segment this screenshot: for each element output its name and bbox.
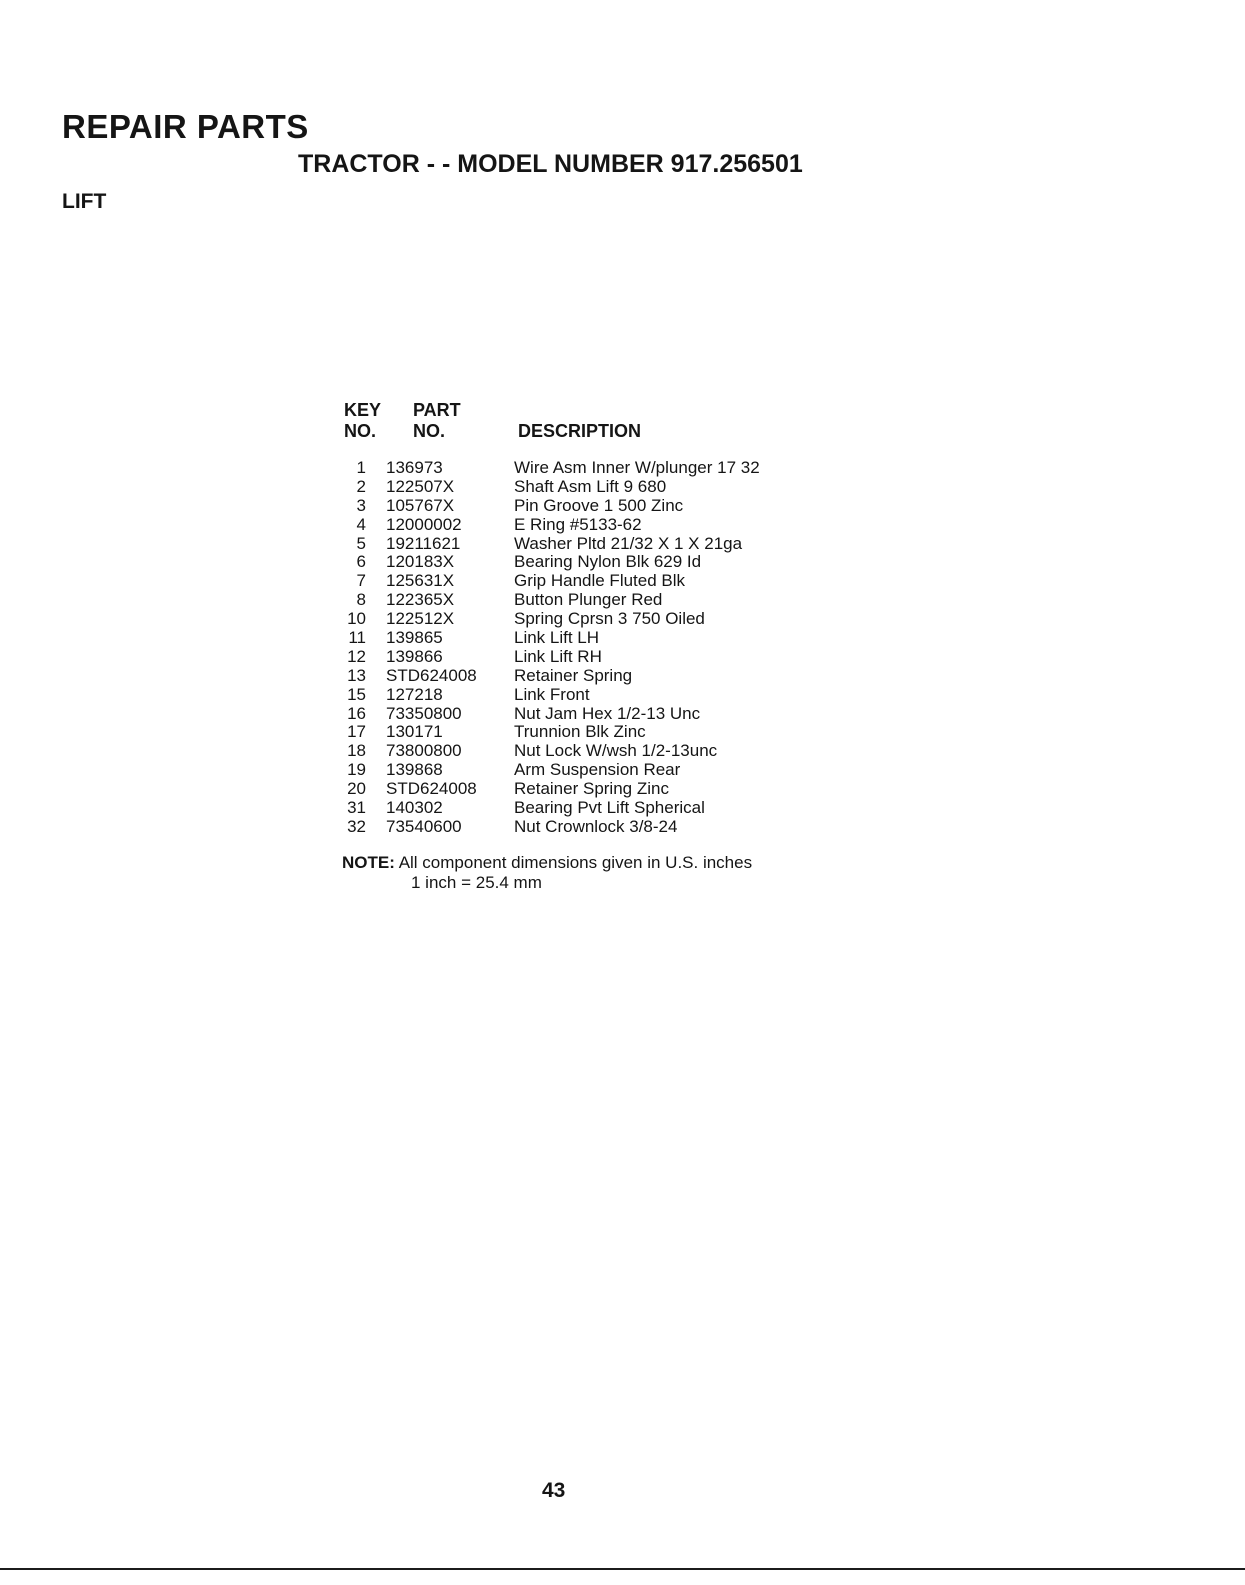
part-description: Nut Lock W/wsh 1/2-13unc bbox=[514, 741, 718, 761]
part-description: Wire Asm Inner W/plunger 17 32 bbox=[514, 458, 760, 477]
key-number: 5 bbox=[356, 533, 366, 553]
part-description: Retainer Spring Zinc bbox=[514, 779, 669, 799]
bottom-divider bbox=[0, 1568, 1245, 1570]
table-row bbox=[344, 629, 864, 648]
table-row bbox=[344, 553, 864, 572]
part-number: 127218 bbox=[386, 684, 443, 704]
table-row bbox=[344, 818, 864, 837]
part-number: STD624008 bbox=[386, 665, 477, 685]
part-description: Link Front bbox=[514, 684, 590, 704]
part-number: 139866 bbox=[386, 646, 443, 666]
table-row bbox=[344, 780, 864, 799]
part-description: Button Plunger Red bbox=[514, 590, 663, 610]
table-row bbox=[344, 591, 864, 610]
key-number: 7 bbox=[356, 571, 366, 591]
part-description: Bearing Nylon Blk 629 Id bbox=[514, 552, 702, 572]
part-number: 139865 bbox=[386, 628, 443, 648]
part-description: Shaft Asm Lift 9 680 bbox=[514, 476, 667, 496]
part-number: 120183X bbox=[386, 552, 455, 572]
note-text: All component dimensions given in U.S. inches bbox=[398, 853, 753, 872]
part-no-header: PART NO. bbox=[413, 400, 461, 441]
key-no-header: KEY NO. bbox=[344, 400, 382, 441]
key-number: 20 bbox=[347, 779, 366, 799]
table-row bbox=[344, 667, 864, 686]
key-number: 32 bbox=[347, 816, 366, 836]
part-number: 73540600 bbox=[386, 816, 462, 836]
key-number: 17 bbox=[347, 722, 366, 742]
part-description: Bearing Pvt Lift Spherical bbox=[514, 798, 705, 818]
table-row bbox=[344, 742, 864, 761]
key-number: 11 bbox=[348, 628, 366, 648]
part-number: 12000002 bbox=[386, 514, 462, 534]
part-number: 73800800 bbox=[386, 741, 462, 761]
table-row bbox=[344, 497, 864, 516]
part-number: 130171 bbox=[386, 722, 443, 742]
key-number: 31 bbox=[347, 798, 366, 818]
part-description: Spring Cprsn 3 750 Oiled bbox=[514, 609, 705, 629]
table-row bbox=[344, 610, 864, 629]
parts-table bbox=[344, 400, 864, 837]
table-row bbox=[344, 761, 864, 780]
key-number: 15 bbox=[347, 684, 366, 704]
section-heading: LIFT bbox=[62, 190, 107, 213]
table-row bbox=[344, 799, 864, 818]
note-label: NOTE: bbox=[342, 853, 395, 872]
table-row bbox=[344, 686, 864, 705]
part-number: 139868 bbox=[386, 760, 443, 780]
part-description: E Ring #5133-62 bbox=[514, 514, 642, 534]
part-number: 122365X bbox=[386, 590, 455, 610]
key-number: 3 bbox=[356, 495, 366, 515]
part-number: 105767X bbox=[386, 495, 455, 515]
part-number: 73350800 bbox=[386, 703, 462, 723]
part-description: Retainer Spring bbox=[514, 665, 633, 685]
note-conversion: 1 inch = 25.4 mm bbox=[411, 873, 542, 892]
key-number: 8 bbox=[356, 590, 366, 610]
part-description: Nut Crownlock 3/8-24 bbox=[514, 816, 678, 836]
part-number: 125631X bbox=[386, 571, 455, 591]
part-number: STD624008 bbox=[386, 779, 477, 799]
key-number: 1 bbox=[356, 458, 366, 477]
table-row bbox=[344, 516, 864, 535]
table-row bbox=[344, 459, 864, 478]
key-number: 19 bbox=[347, 760, 366, 780]
part-number: 140302 bbox=[386, 798, 443, 818]
part-number: 136973 bbox=[386, 458, 443, 477]
part-description: Trunnion Blk Zinc bbox=[514, 722, 646, 742]
table-row bbox=[344, 648, 864, 667]
key-number: 16 bbox=[347, 703, 366, 723]
note-block bbox=[342, 853, 752, 893]
table-row bbox=[344, 478, 864, 497]
parts-rows bbox=[344, 459, 864, 837]
table-row bbox=[344, 535, 864, 554]
key-number: 18 bbox=[347, 741, 366, 761]
key-number: 6 bbox=[356, 552, 366, 572]
part-description: Link Lift LH bbox=[514, 628, 600, 648]
page-number: 43 bbox=[542, 1479, 566, 1502]
part-description: Washer Pltd 21/32 X 1 X 21ga bbox=[514, 533, 743, 553]
key-number: 13 bbox=[347, 665, 366, 685]
description-header: DESCRIPTION bbox=[518, 421, 642, 441]
part-description: Pin Groove 1 500 Zinc bbox=[514, 495, 684, 515]
part-description: Nut Jam Hex 1/2-13 Unc bbox=[514, 703, 701, 723]
part-number: 122507X bbox=[386, 476, 455, 496]
table-row bbox=[344, 705, 864, 724]
part-description: Arm Suspension Rear bbox=[514, 760, 681, 780]
part-number: 19211621 bbox=[386, 533, 461, 553]
parts-table-header bbox=[344, 400, 864, 448]
table-row bbox=[344, 572, 864, 591]
model-subtitle: TRACTOR - - MODEL NUMBER 917.256501 bbox=[298, 150, 803, 178]
key-number: 12 bbox=[347, 646, 366, 666]
part-number: 122512X bbox=[386, 609, 455, 629]
note-line bbox=[342, 853, 752, 873]
key-number: 10 bbox=[347, 609, 366, 629]
part-description: Grip Handle Fluted Blk bbox=[514, 571, 686, 591]
page-title: REPAIR PARTS bbox=[62, 108, 309, 145]
key-number: 2 bbox=[356, 476, 366, 496]
key-number: 4 bbox=[356, 514, 366, 534]
table-row bbox=[344, 723, 864, 742]
part-description: Link Lift RH bbox=[514, 646, 602, 666]
